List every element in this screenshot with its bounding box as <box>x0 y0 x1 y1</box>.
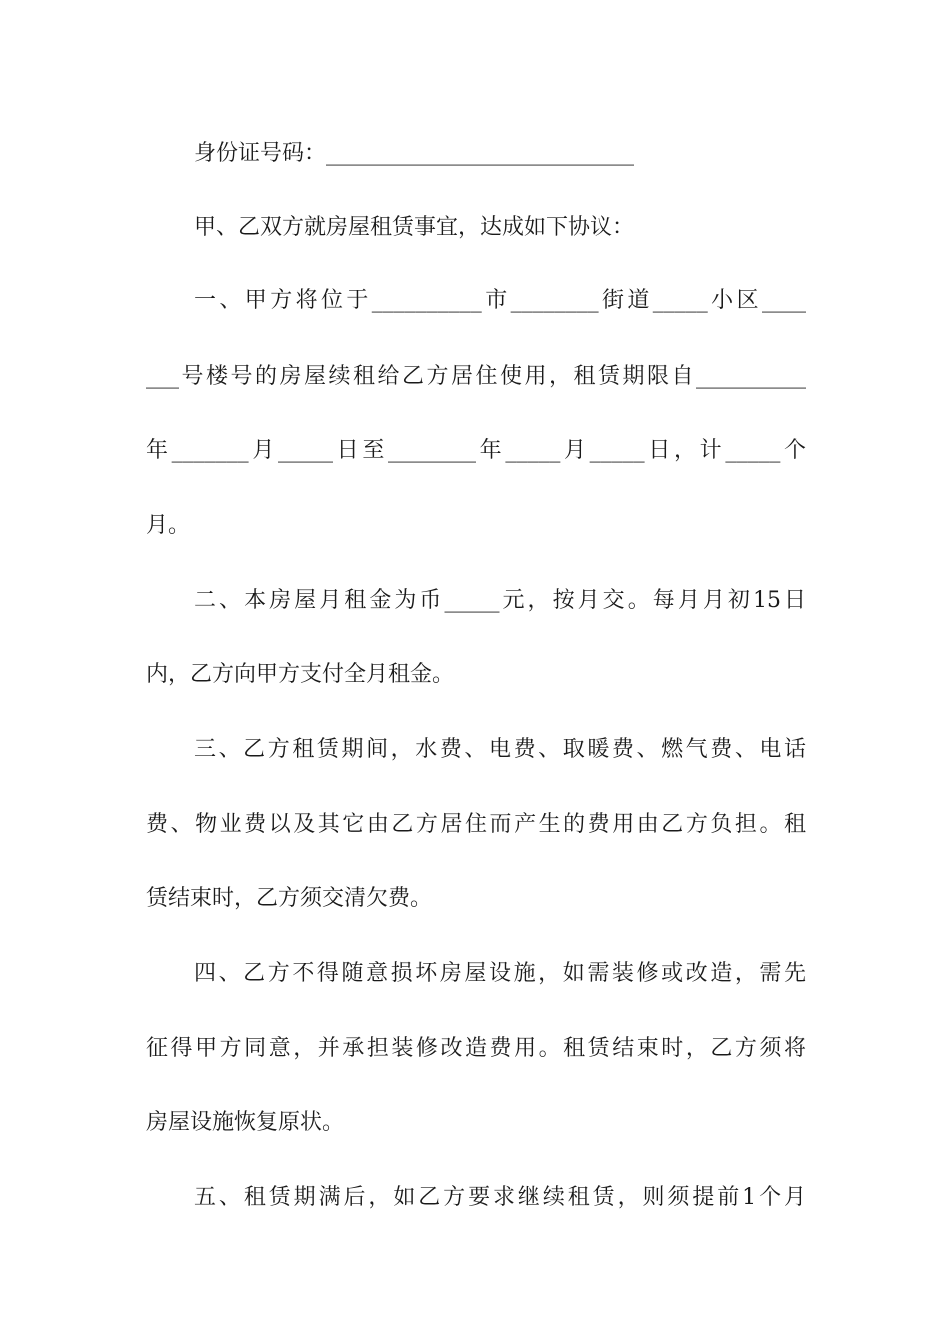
clause-4-line-1: 四、乙方不得随意损坏房屋设施，如需装修或改造，需先 <box>194 961 806 986</box>
clause-3-line-1: 三、乙方租赁期间，水费、电费、取暖费、燃气费、电话 <box>194 737 806 762</box>
id-number-line: 身份证号码：____________________________ <box>194 141 635 166</box>
clause-2-line-1: 二、本房屋月租金为币_____元，按月交。每月月初15日 <box>194 588 806 613</box>
clause-4-line-2: 征得甲方同意，并承担装修改造费用。租赁结束时，乙方须将 <box>146 1036 806 1061</box>
clause-3-line-3: 赁结束时，乙方须交清欠费。 <box>146 886 433 911</box>
clause-1-line-1: 一、甲方将位于__________市________街道_____小区____ <box>194 288 806 313</box>
clause-3-line-2: 费、物业费以及其它由乙方居住而产生的费用由乙方负担。租 <box>146 812 806 837</box>
clause-1-line-3: 年_______月_____日至________年_____月_____日，计_____个 <box>146 438 806 463</box>
clause-1-line-2: ___号楼号的房屋续租给乙方居住使用，租赁期限自__________ <box>146 364 806 389</box>
clause-4-line-3: 房屋设施恢复原状。 <box>146 1110 345 1135</box>
clause-2-line-2: 内，乙方向甲方支付全月租金。 <box>146 662 455 687</box>
clause-5-line-1: 五、租赁期满后，如乙方要求继续租赁，则须提前1个月 <box>194 1185 806 1210</box>
clause-1-line-4: 月。 <box>146 513 191 538</box>
agreement-intro-line: 甲、乙双方就房屋租赁事宜，达成如下协议： <box>194 215 635 240</box>
